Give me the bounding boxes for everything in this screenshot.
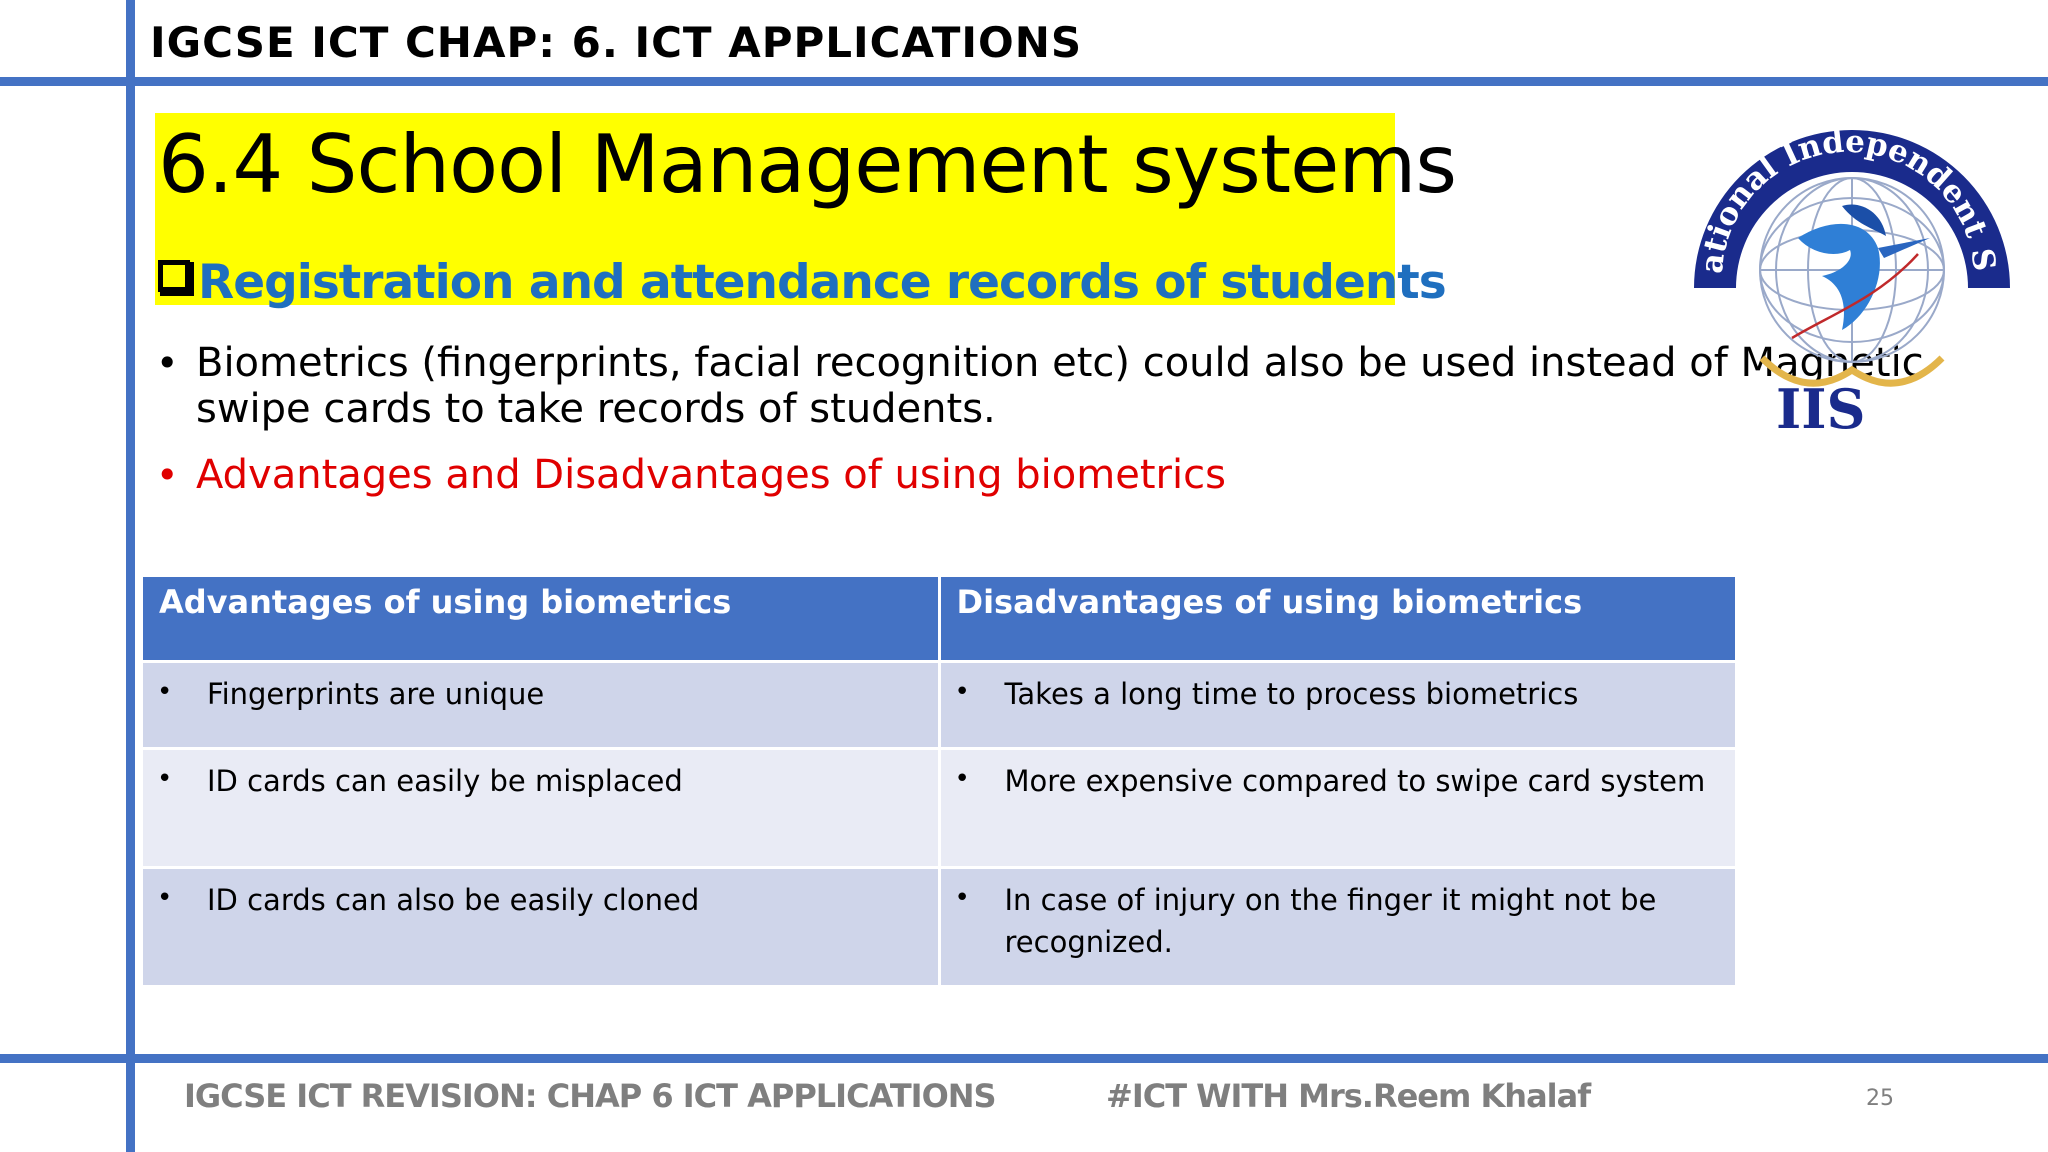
footer-course-title: IGCSE ICT REVISION: CHAP 6 ICT APPLICATIONS [184,1077,996,1115]
left-vertical-rule [126,0,135,1152]
table-cell [142,662,940,749]
bullet-dot-icon: • [156,341,179,385]
cell-text: Takes a long time to process biometrics [1004,677,1579,711]
bullet-dot-icon: • [157,764,173,794]
table-row [142,868,1737,987]
bullet-dot-icon: • [954,883,970,913]
logo-ring-text: ational Independent S [1693,123,2003,276]
cell-text: More expensive compared to swipe card system [1004,764,1706,798]
table-cell [142,749,940,868]
biometrics-table [140,574,1738,988]
globe-bird-logo-icon [1672,88,2032,448]
subtitle-text: Registration and attendance records of students [198,255,1446,310]
bullet-dot-icon: • [954,677,970,707]
bullet-text-red: Advantages and Disadvantages of using biometrics [196,452,1226,498]
table-row [142,749,1737,868]
cell-text: ID cards can also be easily cloned [207,883,700,917]
bullet-item-advantages [150,452,1950,498]
logo-letters [1762,358,1942,441]
table-cell [939,662,1737,749]
table-header-row [142,576,1737,662]
table-header-disadvantages: Disadvantages of using biometrics [939,576,1737,662]
page-number: 25 [1866,1086,1894,1111]
cell-text: ID cards can easily be misplaced [207,764,683,798]
subtitle [158,255,1446,310]
cell-text: Fingerprints are unique [207,677,545,711]
table-header-advantages: Advantages of using biometrics [142,576,940,662]
school-logo [1672,88,2032,448]
bullet-dot-icon: • [156,453,179,497]
logo-letters-text: IIS [1776,377,1866,441]
bullet-dot-icon: • [157,883,173,913]
table-row [142,662,1737,749]
table-cell [939,749,1737,868]
slide-title: 6.4 School Management systems [158,118,1456,211]
table-cell [142,868,940,987]
bullet-dot-icon: • [157,677,173,707]
bullet-text: Biometrics (fingerprints, facial recognition etc) could also be used instead of Magnetic swipe cards to take records of students. [196,340,1924,432]
header-title: IGCSE ICT CHAP: 6. ICT APPLICATIONS [150,18,1083,67]
bottom-horizontal-rule [0,1054,2048,1063]
bullet-dot-icon: • [954,764,970,794]
table-cell [939,868,1737,987]
cell-text: In case of injury on the finger it might not be recognized. [1004,883,1657,959]
footer-author: #ICT WITH Mrs.Reem Khalaf [1106,1077,1591,1115]
top-horizontal-rule [0,77,2048,86]
checkbox-bullet-icon [158,260,190,292]
